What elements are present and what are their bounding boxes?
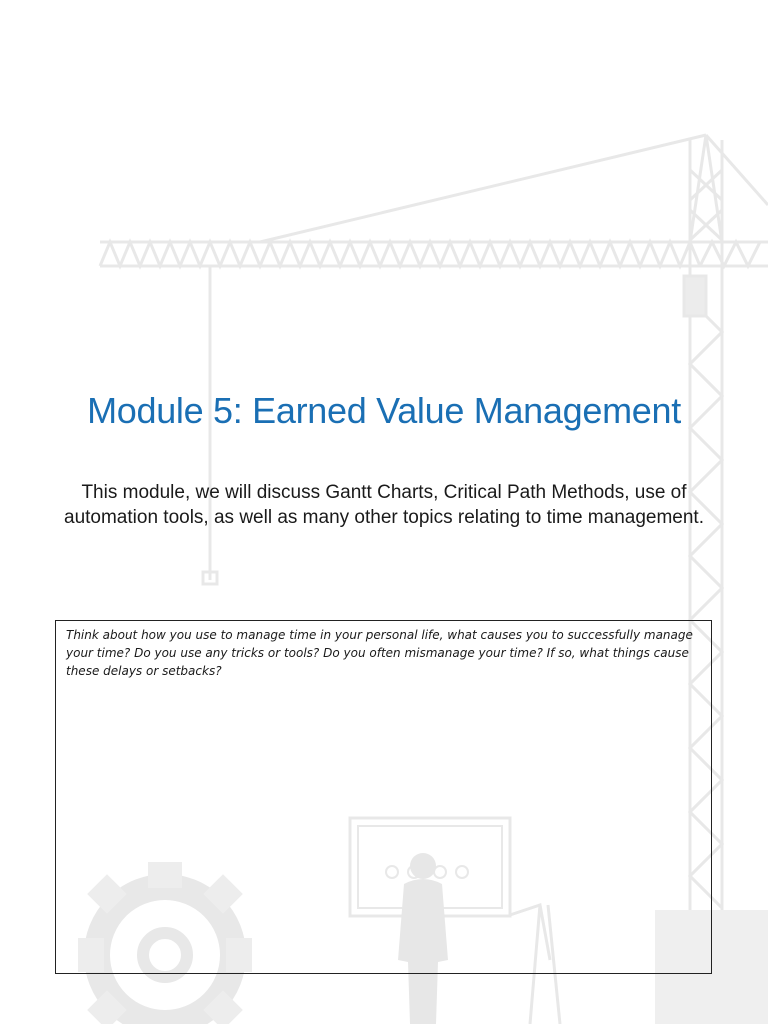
module-title: Module 5: Earned Value Management <box>87 390 681 431</box>
module-intro-text: This module, we will discuss Gantt Charts, Critical Path Methods, use of automation tools, as well as many other topics relating to time management. <box>64 482 704 528</box>
reflection-prompt: Think about how you use to manage time in your personal life, what causes you to successfully manage your time? Do you use any tricks or tools? Do you often mismanage your time? If so, what things cause these delays or setbacks? <box>66 628 693 678</box>
reflection-answer-box[interactable] <box>55 620 712 974</box>
